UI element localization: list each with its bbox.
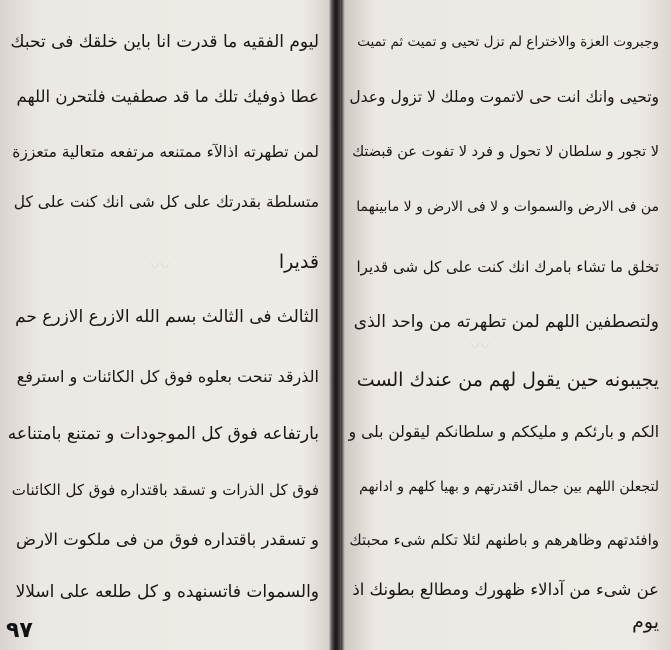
right-line: لا تجور و سلطان لا تحول و فرد لا تفوت عن قبضتك <box>352 144 659 160</box>
bleed-through-mark: 〰 <box>470 334 490 358</box>
left-line: قديرا <box>278 251 319 273</box>
right-page <box>341 0 671 650</box>
left-line: بارتفاعه فوق كل الموجودات و تمتنع بامتناعه <box>7 424 319 444</box>
right-line: يوم <box>632 611 659 633</box>
right-line: وجبروت العزة والاختراع لم تزل تحيى و تميت ثم تميت <box>357 34 659 50</box>
left-line: الثالث فى الثالث بسم الله الازرع الازرع حم <box>15 307 319 327</box>
right-line: عن شىء من آدالاء ظهورك ومطالع بطونك اذ <box>352 580 659 599</box>
right-line: وتحيى وانك انت حى لاتموت وملك لا تزول وعدل <box>349 88 659 106</box>
left-line: متسلطة بقدرتك على كل شى انك كنت على كل <box>13 193 319 211</box>
left-line: فوق كل الذرات و تسقد باقتداره فوق كل الكائنات <box>11 481 319 499</box>
right-line: لتجعلن اللهم بين جمال اقتدرتهم و بهيا كلهم و ادانهم <box>359 479 659 495</box>
right-line: من فى الارض والسموات و لا فى الارض و لا مابينهما <box>356 199 659 215</box>
left-line: ليوم الفقيه ما قدرت انا باين خلقك فى تحبك <box>10 32 319 52</box>
left-line: لمن تطهرته اذالآء ممتنعه مرتفعه متعالية متعززة <box>12 143 319 161</box>
right-line: يجيبونه حين يقول لهم من عندك الست <box>356 369 659 391</box>
left-line: و تسقدر باقتداره فوق من فى ملكوت الارض <box>16 530 319 549</box>
bleed-through-mark: 〰 <box>150 254 170 278</box>
left-line: عطا ذوفيك تلك ما قد صطفيت فلتحرن اللهم <box>16 87 319 106</box>
left-line: الذرقد تنحت بعلوه فوق كل الكائنات و استرفع <box>16 367 319 386</box>
right-line: وافئدتهم وظاهرهم و باطنهم لئلا تكلم شىء محبتك <box>349 531 659 549</box>
right-line: ولتصطفين اللهم لمن تطهرته من واحد الذى <box>353 312 659 332</box>
right-line: تخلق ما تشاء بامرك انك كنت على كل شى قديرا <box>356 258 659 276</box>
book-gutter <box>331 0 341 650</box>
left-page <box>0 0 331 650</box>
page-number: ٩٧ <box>6 618 33 643</box>
right-line: الكم و بارئكم و مليككم و سلطانكم ليقولن بلى و <box>348 423 659 441</box>
left-line: والسموات فاتسنهده و كل طلعه على اسلالا <box>15 582 319 602</box>
